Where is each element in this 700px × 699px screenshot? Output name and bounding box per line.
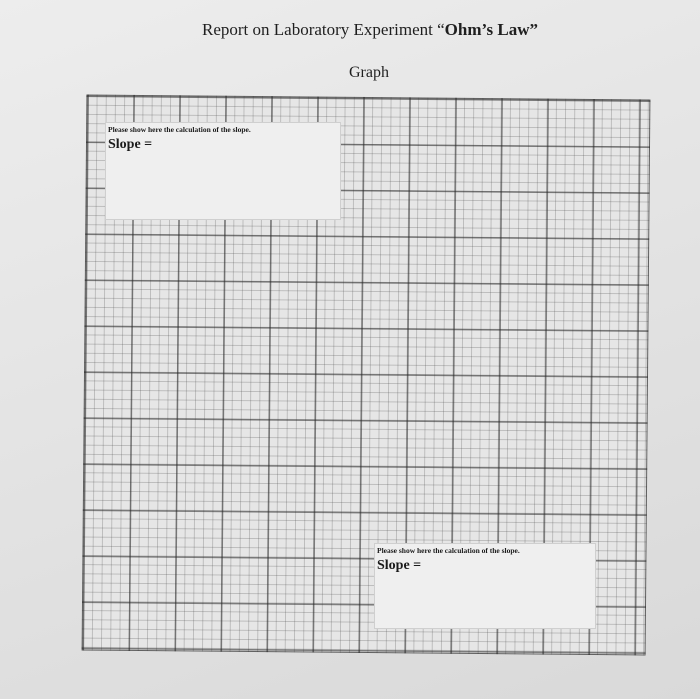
slope-label-top: Slope = [108,137,153,152]
report-title [0,20,700,40]
report-title-prefix: Report on Laboratory Experiment “ [202,20,445,39]
slope-box-top[interactable] [105,122,341,220]
slope-label-bottom: Slope = [377,558,422,573]
slope-box-bottom[interactable] [374,543,596,629]
slope-instruction-top: Please show here the calculation of the slope. [108,125,251,134]
report-title-emphasis: Ohm’s Law [444,20,530,39]
graph-heading: Graph [349,64,389,81]
report-title-suffix: ” [529,20,538,39]
slope-instruction-bottom: Please show here the calculation of the slope. [377,546,520,555]
